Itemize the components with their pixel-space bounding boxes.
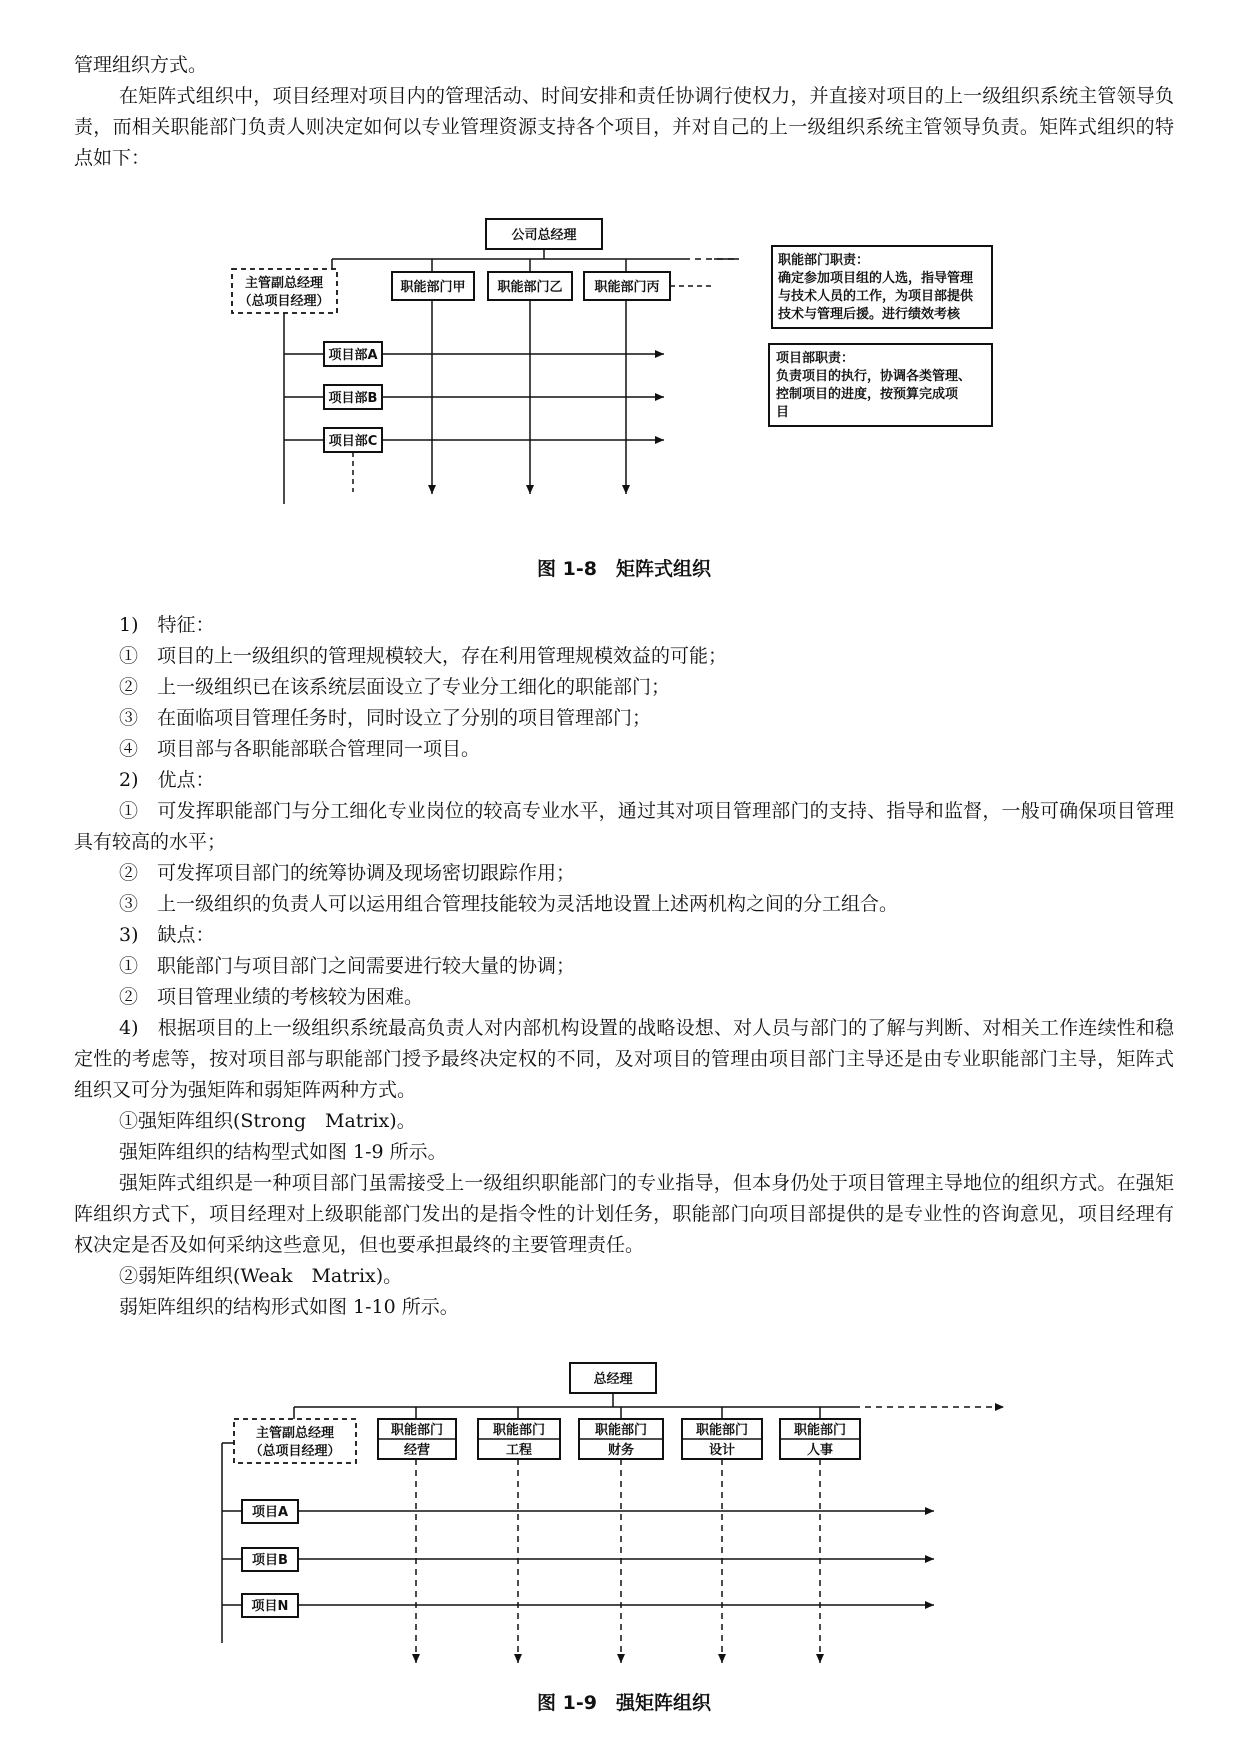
list-line-11: ② 项目管理业绩的考核较为困难。 [119,986,424,1008]
figure-1-8-caption: 图 1-8 矩阵式组织 [537,558,711,580]
figure-1-9-caption: 图 1-9 强矩阵组织 [537,1692,711,1714]
list-line-4: ④ 项目部与各职能部联合管理同一项目。 [119,738,481,760]
note-project-line-2: 负责项目的执行，协调各类管理、 [776,369,972,384]
project2-label-n: 项目N [251,1599,289,1614]
list-line-1: ① 项目的上一级组织的管理规模较大，存在利用管理规模效益的可能； [119,645,728,667]
project2-box-b [242,1548,298,1571]
list-line-5: 2) 优点： [119,769,215,791]
dept2-title-4: 职能部门 [695,1423,749,1438]
vp2-label-2: （总项目经理） [249,1444,341,1459]
dept2-box-3 [579,1407,663,1459]
note-box-dept [772,246,992,328]
list-line-8: ③ 上一级组织的负责人可以运用组合管理技能较为灵活地设置上述两机构之间的分工组合。 [119,893,899,915]
dept2-box-5 [780,1407,860,1459]
list-line-9: 3) 缺点： [119,924,215,946]
dept2-title-5: 职能部门 [793,1423,847,1438]
vp-box-2 [234,1419,356,1463]
ceo-box-2 [570,1363,656,1393]
dept2-title-3: 职能部门 [594,1423,648,1438]
dept2-title-2: 职能部门 [492,1423,546,1438]
project2-box-a [242,1500,298,1523]
note-project-line-3: 控制项目的进度，按预算完成项 [776,387,959,402]
list-line-6: ① 可发挥职能部门与分工细化专业岗位的较高专业水平，通过其对项目管理部门的支持、指导和监督，一般可确保项目管理具有较高的水平； [74,800,1174,853]
project-label-c: 项目部C [328,434,378,449]
list-line-14: 强矩阵组织的结构型式如图 1-9 所示。 [119,1141,447,1163]
strong-matrix-diagram [74,1343,1174,1688]
dept-label-1: 职能部门甲 [400,280,466,295]
list-line-10: ① 职能部门与项目部门之间需要进行较大量的协调； [119,955,576,977]
project-box-b [324,385,382,409]
project-label-a: 项目部A [328,348,378,363]
dept2-box-4 [682,1407,762,1459]
dept-box-3 [584,272,670,300]
project2-label-a: 项目A [251,1505,289,1520]
note-dept-line-1: 职能部门职责： [778,253,870,268]
list-line-15: 强矩阵式组织是一种项目部门虽需接受上一级组织职能部门的专业指导，但本身仍处于项目管理主导地位的组织方式。在强矩阵组织方式下，项目经理对上级职能部门发出的是指令性的计划任务，职能部门向项目部提供的是专业性的咨询意见，项目经理有权决定是否及如何采纳这些意见，但也要承担最终的主要管理责任。 [74,1172,1174,1256]
figure-1-9 [74,1343,1174,1728]
document-page [74,50,1174,1728]
note-dept-line-2: 确定参加项目组的人选，指导管理 [778,271,974,286]
paragraph-matrix-intro: 在矩阵式组织中，项目经理对项目内的管理活动、时间安排和责任协调行使权力，并直接对项目的上一级组织系统主管领导负责，而相关职能部门负责人则决定如何以专业管理资源支持各个项目，并对自己的上一级组织系统主管领导负责。矩阵式组织的特点如下： [74,85,1174,169]
ceo-box [486,219,602,249]
dept-label-2: 职能部门乙 [497,280,563,295]
vp-label-2: （总项目经理） [238,294,330,309]
list-line-17: 弱矩阵组织的结构形式如图 1-10 所示。 [119,1296,459,1318]
dept2-label-4: 设计 [708,1443,736,1458]
ceo-label: 公司总经理 [511,228,577,243]
dept2-label-3: 财务 [607,1443,635,1458]
note-project-line-1: 项目部职责： [776,351,855,366]
dept-box-2 [488,272,572,300]
dept-label-3: 职能部门丙 [594,280,660,295]
list-line-16: ②弱矩阵组织(Weak Matrix)。 [119,1265,403,1287]
dept-box-1 [392,272,474,300]
list-line-7: ② 可发挥项目部门的统筹协调及现场密切跟踪作用； [119,862,576,884]
list-line-0: 1) 特征： [119,614,215,636]
project-box-a [324,342,382,366]
dept2-box-1 [378,1407,456,1459]
project-box-c [324,428,382,452]
dept2-title-1: 职能部门 [390,1423,444,1438]
dept2-box-2 [478,1407,560,1459]
feature-list [74,610,1174,1323]
note-project-line-4: 目 [776,405,790,420]
list-line-3: ③ 在面临项目管理任务时，同时设立了分别的项目管理部门； [119,707,652,729]
paragraph-continuation: 管理组织方式。 [74,54,208,76]
dept2-label-5: 人事 [806,1443,834,1458]
note-box-project [769,344,992,426]
project2-label-b: 项目B [252,1553,288,1568]
dept2-label-2: 工程 [505,1443,533,1458]
list-line-2: ② 上一级组织已在该系统层面设立了专业分工细化的职能部门； [119,676,671,698]
figure-1-8 [74,174,1174,592]
dept2-label-1: 经营 [403,1443,431,1458]
list-line-12: 4) 根据项目的上一级组织系统最高负责人对内部机构设置的战略设想、对人员与部门的了解与判断、对相关工作连续性和稳定性的考虑等，按对项目部与职能部门授予最终决定权的不同，及对项目的管理由项目部门主导还是由专业职能部门主导，矩阵式组织又可分为强矩阵和弱矩阵两种方式。 [74,1017,1174,1101]
list-line-13: ①强矩阵组织(Strong Matrix)。 [119,1110,416,1132]
project-label-b: 项目部B [328,391,378,406]
matrix-org-diagram [74,174,1174,554]
vp-label-1: 主管副总经理 [244,276,324,291]
note-dept-line-3: 与技术人员的工作，为项目部提供 [778,289,974,304]
project2-box-n [242,1594,298,1617]
vp2-label-1: 主管副总经理 [255,1426,335,1441]
note-dept-line-4: 技术与管理后援。进行绩效考核 [778,307,961,322]
vp-box [232,269,337,313]
ceo-label-2: 总经理 [593,1372,633,1387]
